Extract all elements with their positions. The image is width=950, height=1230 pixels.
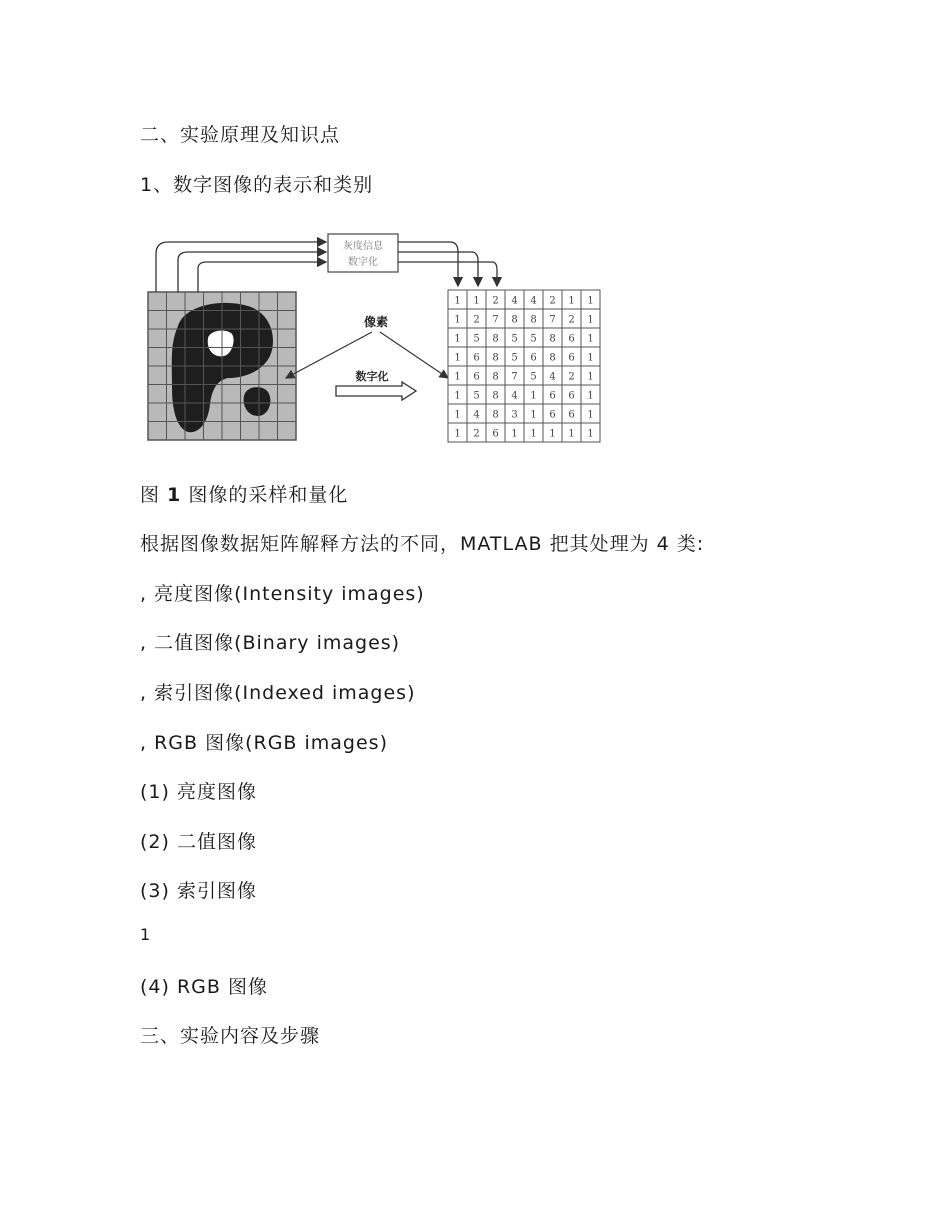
matrix-value: 6 [568, 390, 575, 402]
matrix-value: 6 [549, 390, 556, 402]
intro-paragraph: 根据图像数据矩阵解释方法的不同，MATLAB 把其处理为 4 类: [140, 533, 705, 555]
matrix-value: 6 [568, 352, 575, 364]
matrix-value: 6 [473, 371, 480, 383]
matrix-value: 6 [530, 352, 537, 364]
matrix-value: 1 [454, 295, 461, 307]
matrix-value: 8 [511, 314, 518, 326]
sampled-image [148, 292, 296, 440]
matrix-value: 1 [587, 390, 594, 402]
matrix-value: 8 [492, 333, 499, 345]
matrix-value: 2 [473, 428, 480, 440]
matrix-value: 1 [587, 295, 594, 307]
matrix-value: 6 [492, 428, 499, 440]
item-binary: (2) 二值图像 [140, 831, 257, 853]
top-box-line1: 灰度信息 [343, 241, 383, 252]
matrix-value: 2 [568, 314, 575, 326]
matrix-value: 8 [549, 333, 556, 345]
digitize-arrow [336, 382, 416, 400]
caption-text: 图像的采样和量化 [181, 484, 349, 506]
item-indexed: (3) 索引图像 [140, 880, 257, 902]
matrix-value: 1 [530, 428, 537, 440]
matrix-value: 1 [568, 428, 575, 440]
sampling-quantization-figure [140, 228, 610, 450]
matrix-value: 1 [568, 295, 575, 307]
matrix-value: 8 [492, 390, 499, 402]
matrix-value: 4 [530, 295, 537, 307]
matrix-value: 2 [568, 371, 575, 383]
matrix-value: 3 [511, 409, 518, 421]
matrix-value: 1 [454, 333, 461, 345]
matrix-value: 1 [530, 409, 537, 421]
matrix-value: 2 [549, 295, 556, 307]
matrix-value: 8 [492, 352, 499, 364]
top-box-line2: 数字化 [348, 257, 378, 268]
matrix-value: 1 [530, 390, 537, 402]
matrix-value: 7 [511, 371, 518, 383]
matrix-value: 1 [587, 409, 594, 421]
matrix-value: 1 [511, 428, 518, 440]
matrix-value: 8 [549, 352, 556, 364]
matrix-value: 5 [511, 333, 518, 345]
matrix-value: 5 [530, 333, 537, 345]
caption-prefix: 图 [140, 484, 168, 506]
bullet-indexed: , 索引图像(Indexed images) [140, 682, 416, 704]
matrix-value: 4 [549, 371, 556, 383]
matrix-value: 1 [587, 352, 594, 364]
matrix-value: 8 [530, 314, 537, 326]
matrix-value: 1 [587, 371, 594, 383]
matrix-value: 6 [549, 409, 556, 421]
bullet-intensity: , 亮度图像(Intensity images) [140, 583, 425, 605]
matrix-value: 8 [492, 409, 499, 421]
matrix-value: 1 [587, 333, 594, 345]
input-arrows [156, 242, 326, 292]
item-rgb: (4) RGB 图像 [140, 976, 268, 998]
item-intensity: (1) 亮度图像 [140, 781, 257, 803]
matrix-value: 1 [454, 390, 461, 402]
matrix-value: 7 [549, 314, 556, 326]
matrix-value: 5 [473, 333, 480, 345]
matrix-value: 1 [587, 314, 594, 326]
subsection-heading: 1、数字图像的表示和类别 [140, 174, 374, 196]
matrix-value: 2 [492, 295, 499, 307]
matrix-value: 2 [473, 314, 480, 326]
matrix-value: 4 [511, 295, 518, 307]
matrix-value: 8 [492, 371, 499, 383]
figure-caption [140, 480, 348, 507]
section-heading: 三、实验内容及步骤 [140, 1025, 321, 1047]
output-arrows [398, 242, 497, 286]
matrix-value: 1 [587, 428, 594, 440]
matrix-value: 6 [568, 409, 575, 421]
matrix-value: 1 [454, 371, 461, 383]
matrix-value: 1 [454, 428, 461, 440]
bullet-rgb: , RGB 图像(RGB images) [140, 732, 388, 754]
matrix-value: 1 [473, 295, 480, 307]
pixel-label: 像素 [363, 315, 389, 329]
matrix-value: 4 [473, 409, 480, 421]
matrix-value: 5 [473, 390, 480, 402]
matrix-value: 1 [454, 409, 461, 421]
matrix-value: 5 [530, 371, 537, 383]
section-heading: 二、实验原理及知识点 [140, 124, 341, 146]
page-number: 1 [140, 925, 152, 944]
bullet-binary: , 二值图像(Binary images) [140, 632, 401, 654]
matrix-value: 6 [568, 333, 575, 345]
matrix-value: 7 [492, 314, 499, 326]
matrix-value: 4 [511, 390, 518, 402]
matrix-value: 1 [454, 352, 461, 364]
caption-number: 1 [167, 484, 182, 506]
pixel-matrix [448, 290, 600, 442]
matrix-value: 1 [549, 428, 556, 440]
matrix-value: 5 [511, 352, 518, 364]
matrix-value: 1 [454, 314, 461, 326]
digitize-label: 数字化 [355, 370, 389, 383]
matrix-value: 6 [473, 352, 480, 364]
